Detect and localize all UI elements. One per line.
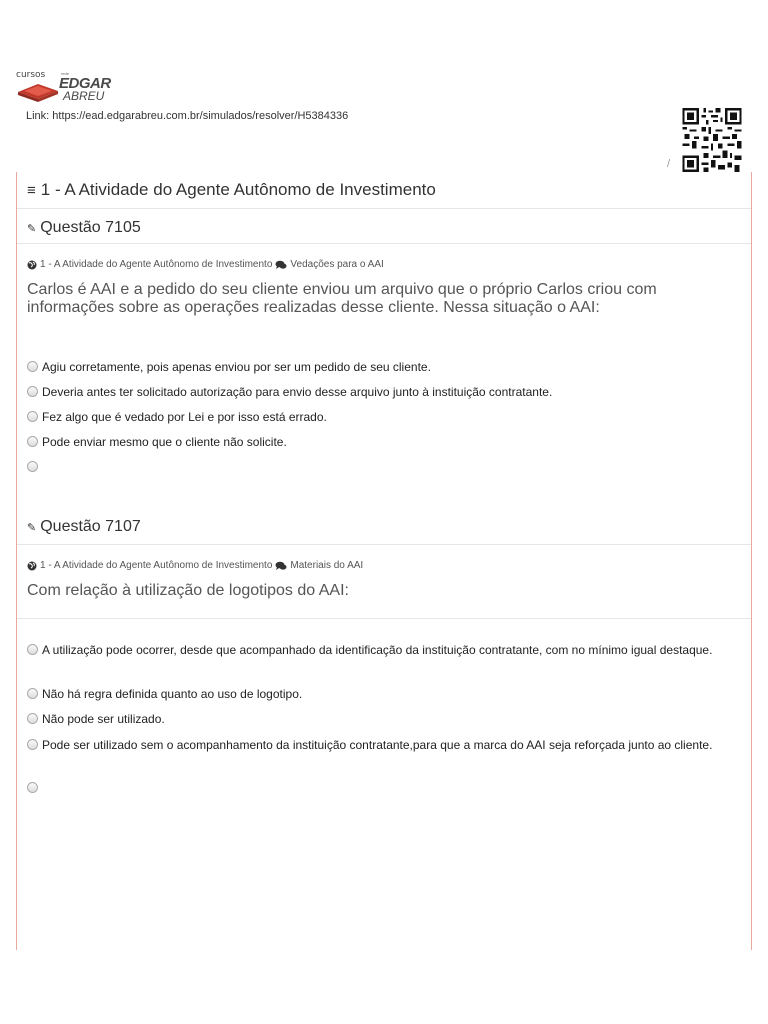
edit-icon: ✎ [27, 521, 37, 534]
question-topic: 1 - A Atividade do Agente Autônomo de Investimento [40, 560, 273, 571]
radio-button[interactable] [27, 436, 38, 447]
radio-button[interactable] [27, 713, 38, 724]
radio-button[interactable] [27, 386, 38, 397]
answer-option[interactable] [27, 433, 742, 451]
question-topic: 1 - A Atividade do Agente Autônomo de Investimento [40, 259, 273, 270]
globe-icon [27, 260, 37, 270]
option-label: Não pode ser utilizado. [42, 712, 165, 726]
answer-option[interactable] [27, 685, 742, 703]
radio-button[interactable] [27, 361, 38, 372]
divider [17, 618, 751, 619]
divider [17, 544, 751, 545]
answer-option[interactable] [27, 383, 742, 401]
question-title [27, 518, 141, 536]
divider [17, 243, 751, 244]
qr-code [682, 108, 742, 172]
answer-option[interactable] [27, 458, 742, 476]
radio-button[interactable] [27, 782, 38, 793]
answer-option[interactable] [27, 641, 742, 659]
radio-button[interactable] [27, 411, 38, 422]
question-subtopic: Materiais do AAI [290, 560, 364, 571]
section-title: 1 - A Atividade do Agente Autônomo de Investimento [40, 180, 436, 199]
logo-edgar-text: EDGAR [59, 75, 111, 92]
answer-option[interactable] [27, 408, 742, 426]
logo-abreu-text: ABREU [63, 89, 105, 103]
answer-option[interactable] [27, 710, 742, 728]
divider [17, 208, 751, 209]
option-label: Pode enviar mesmo que o cliente não solicite. [42, 435, 287, 449]
option-label: A utilização pode ocorrer, desde que acompanhado da identificação da instituição contratante, com no mínimo igual destaque. [42, 643, 713, 657]
answer-option[interactable] [27, 358, 742, 376]
question-subtopic: Vedações para o AAI [290, 259, 384, 270]
question-number: Questão 7105 [40, 219, 141, 236]
logo-rede-text: rede [61, 71, 70, 76]
brand-logo [16, 70, 126, 106]
option-label: Fez algo que é vedado por Lei e por isso está errado. [42, 410, 327, 424]
content-panel [16, 172, 752, 950]
page-link: Link: https://ead.edgarabreu.com.br/simulados/resolver/H5384336 [26, 110, 349, 122]
separator-slash: / [667, 158, 671, 170]
list-icon: ≡ [27, 181, 36, 199]
comments-icon [275, 561, 287, 571]
edit-icon: ✎ [27, 222, 37, 235]
radio-button[interactable] [27, 461, 38, 472]
radio-button[interactable] [27, 688, 38, 699]
question-meta [27, 560, 363, 571]
radio-button[interactable] [27, 739, 38, 750]
radio-button[interactable] [27, 644, 38, 655]
question-meta [27, 259, 384, 270]
option-label: Agiu corretamente, pois apenas enviou por ser um pedido de seu cliente. [42, 360, 431, 374]
section-header [27, 180, 436, 200]
comments-icon [275, 260, 287, 270]
logo-cursos-text: cursos [16, 70, 46, 80]
globe-icon [27, 561, 37, 571]
answer-option[interactable] [27, 779, 742, 797]
question-text: Carlos é AAI e a pedido do seu cliente enviou um arquivo que o próprio Carlos criou com informações sobre as operações realizadas desse cliente. Nessa situação o AAI: [27, 281, 657, 316]
question-text: Com relação à utilização de logotipos do AAI: [27, 582, 349, 599]
option-label: Deveria antes ter solicitado autorização para envio desse arquivo junto à instituição contratante. [42, 385, 553, 399]
option-label: Pode ser utilizado sem o acompanhamento da instituição contratante,para que a marca do AAI seja reforçada junto ao cliente. [42, 738, 713, 752]
question-title [27, 219, 141, 237]
option-label: Não há regra definida quanto ao uso de logotipo. [42, 687, 303, 701]
question-number: Questão 7107 [40, 518, 141, 535]
answer-option[interactable] [27, 736, 742, 754]
book-icon [16, 82, 60, 102]
